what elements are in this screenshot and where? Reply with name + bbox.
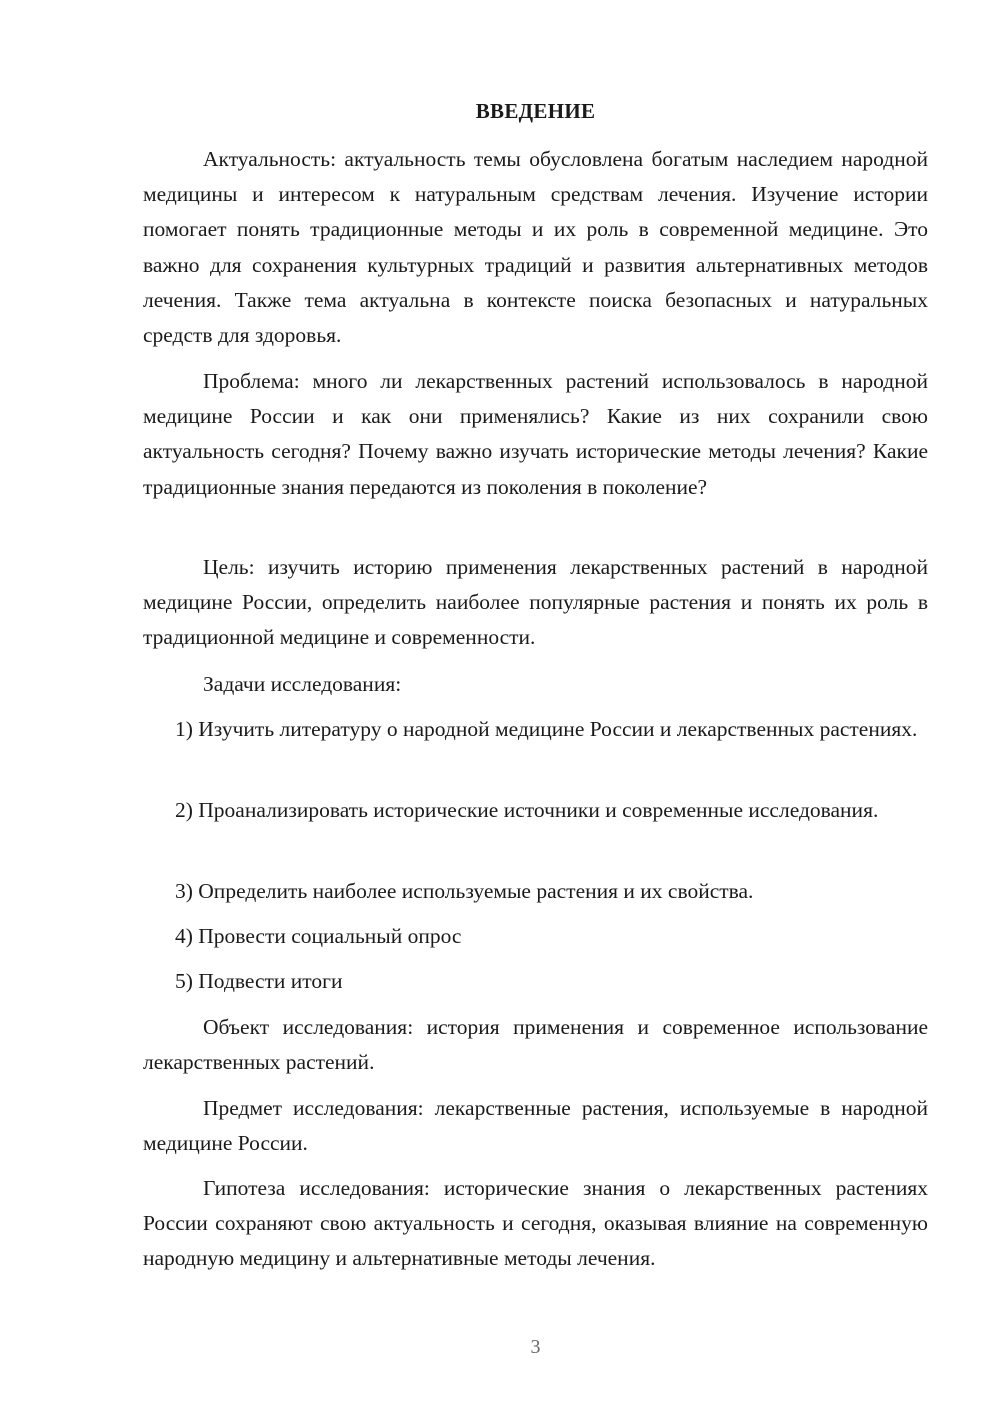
goal-paragraph: Цель: изучить историю применения лекарственных растений в народной медицине России, определить наиболее популярные растения и понять их роль в традиционной медицине и современности. <box>143 555 928 650</box>
list-item: 5) Подвести итоги <box>175 969 343 993</box>
object-paragraph: Объект исследования: история применения и современное использование лекарственных растений. <box>143 1015 928 1075</box>
tasks-heading: Задачи исследования: <box>203 672 402 696</box>
list-item: 3) Определить наиболее используемые растения и их свойства. <box>175 879 754 903</box>
document-page <box>143 0 928 1414</box>
list-item: 4) Провести социальный опрос <box>175 924 462 948</box>
list-item: 1) Изучить литературу о народной медицине России и лекарственных растениях. <box>175 717 918 741</box>
hypothesis-paragraph: Гипотеза исследования: исторические знания о лекарственных растениях России сохраняют свою актуальность и сегодня, оказывая влияние на современную народную медицину и альтернативные методы лечения. <box>143 1176 928 1271</box>
problem-paragraph: Проблема: много ли лекарственных растений использовалось в народной медицине России и как они применялись? Какие из них сохранили свою актуальность сегодня? Почему важно изучать исторические методы лечения? Какие традиционные знания передаются из поколения в поколение? <box>143 369 928 499</box>
page-number: 3 <box>530 1336 541 1358</box>
relevance-paragraph: Актуальность: актуальность темы обусловлена богатым наследием народной медицины и интересом к натуральным средствам лечения. Изучение истории помогает понять традиционные методы и их роль в современной медицине. Это важно для сохранения культурных традиций и развития альтернативных методов лечения. Также тема актуальна в контексте поиска безопасных и натуральных средств для здоровья. <box>143 147 928 348</box>
page-title: ВВЕДЕНИЕ <box>475 99 596 123</box>
list-item: 2) Проанализировать исторические источники и современные исследования. <box>175 798 879 822</box>
subject-paragraph: Предмет исследования: лекарственные растения, используемые в народной медицине России. <box>143 1096 928 1156</box>
